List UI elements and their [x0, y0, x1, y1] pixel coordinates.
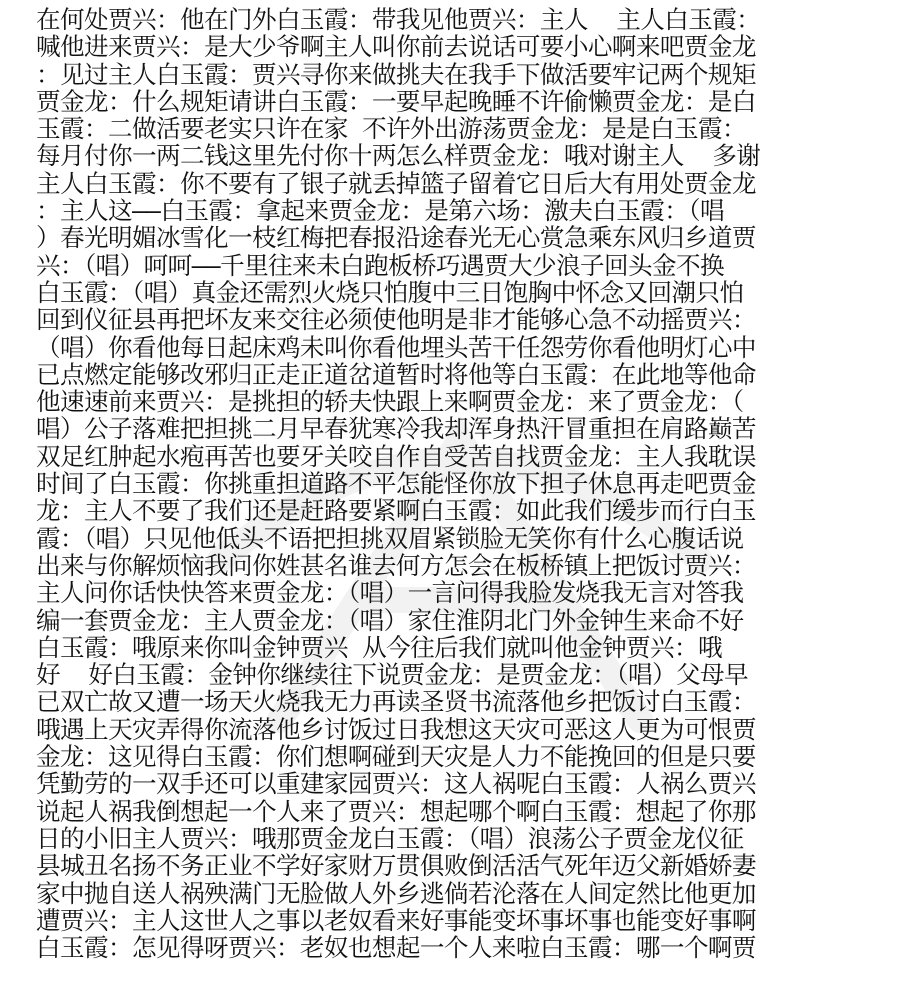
- text-line: 喊他进来贾兴：是大少爷啊主人叫你前去说话可要小心啊来吧贾金龙: [36, 33, 756, 61]
- text-line: 双足红肿起水疱再苦也要牙关咬自作自受苦自找贾金龙：主人我耽误: [36, 442, 756, 471]
- text-line: 金龙：这见得白玉霞：你们想啊碰到天灾是人力不能挽回的但是只要: [36, 743, 756, 771]
- text-line: 白玉霞：（唱）真金还需烈火烧只怕腹中三日饱胸中怀念又回潮只怕: [36, 278, 744, 307]
- text-line: 出来与你解烦恼我问你姓甚名谁去何方怎会在板桥镇上把饭讨贾兴：: [36, 551, 756, 580]
- text-line: 编一套贾金龙：主人贾金龙：（唱）家住淮阴北门外金钟生来命不好: [36, 606, 744, 634]
- text-line: 说起人祸我倒想起一个人来了贾兴：想起哪个啊白玉霞：想起了你那: [36, 797, 756, 825]
- document-text-block: [36, 6, 876, 961]
- text-line: 日的小旧主人贾兴：哦那贾金龙白玉霞：（唱）浪荡公子贾金龙仪征: [36, 824, 744, 853]
- text-line: 贾金龙：什么规矩请讲白玉霞：一要早起晚睡不许偷懒贾金龙：是白: [36, 87, 756, 116]
- text-line: 主人问你话快快答来贾金龙：（唱）一言问得我脸发烧我无言对答我: [36, 579, 744, 607]
- text-line: 龙：主人不要了我们还是赶路要紧啊白玉霞：如此我们缓步而行白玉: [36, 497, 756, 525]
- text-line: 兴：（唱）呵呵——千里往来未白跑板桥巧遇贾大少浪子回头金不换: [36, 251, 724, 279]
- text-line: 玉霞：二做活要老实只许在家 不许外出游荡贾金龙：是是白玉霞：: [36, 115, 747, 143]
- text-line: （唱）你看他每日起床鸡未叫你看他埋头苦干任怨劳你看他明灯心中: [36, 333, 756, 361]
- text-line: 唱）公子落难把担挑二月早春犹寒冷我却浑身热汗冒重担在肩路巅苦: [36, 415, 756, 443]
- text-line: 在何处贾兴：他在门外白玉霞：带我见他贾兴：主人 主人白玉霞：: [36, 6, 761, 34]
- text-line: 回到仪征县再把坏友来交往必须使他明是非才能够心急不动摇贾兴：: [36, 306, 756, 334]
- text-line: 凭勤劳的一双手还可以重建家园贾兴：这人祸呢白玉霞：人祸么贾兴: [36, 770, 756, 798]
- text-line: 他速速前来贾兴：是挑担的轿夫快跟上来啊贾金龙：来了贾金龙：（: [36, 388, 744, 416]
- text-line: 县城丑名扬不务正业不学好家财万贯俱败倒活活气死年迈父新婚娇妻: [36, 852, 756, 880]
- text-line: 白玉霞：哦原来你叫金钟贾兴 从今往后我们就叫他金钟贾兴：哦: [36, 633, 723, 662]
- text-line: ）春光明媚冰雪化一枝红梅把春报沿途春光无心赏急乘东风归乡道贾: [36, 224, 756, 252]
- text-line: 每月付你一两二钱这里先付你十两怎么样贾金龙：哦对谢主人 多谢: [36, 142, 761, 170]
- text-line: ：见过主人白玉霞：贾兴寻你来做挑夫在我手下做活要牢记两个规矩: [36, 60, 756, 88]
- text-line: 好 好白玉霞：金钟你继续往下说贾金龙：是贾金龙：（唱）父母早: [36, 661, 748, 689]
- text-line: 白玉霞：怎见得呀贾兴：老奴也想起一个人来啦白玉霞：哪一个啊贾: [36, 934, 756, 962]
- text-line: 遭贾兴：主人这世人之事以老奴看来好事能变坏事坏事也能变好事啊: [36, 906, 756, 935]
- text-line: 哦遇上天灾弄得你流落他乡讨饭过日我想这天灾可恶这人更为可恨贾: [36, 715, 756, 744]
- text-line: ：主人这——白玉霞：拿起来贾金龙：是第六场：激夫白玉霞：（唱: [36, 197, 724, 225]
- text-line: 已双亡故又遭一场天火烧我无力再读圣贤书流落他乡把饭讨白玉霞：: [36, 688, 756, 716]
- text-line: 主人白玉霞：你不要有了银子就丢掉篮子留着它日后大有用处贾金龙: [36, 169, 756, 198]
- text-line: 已点燃定能够改邪归正走正道岔道暂时将他等白玉霞：在此地等他命: [36, 360, 756, 389]
- text-line: 家中抛自送人祸殃满门无脸做人外乡逃倘若沦落在人间定然比他更加: [36, 879, 756, 907]
- text-line: 霞：（唱）只见他低头不语把担挑双眉紧锁脸无笑你有什么心腹话说: [36, 524, 744, 552]
- text-line: 时间了白玉霞：你挑重担道路不平怎能怪你放下担子休息再走吧贾金: [36, 470, 756, 498]
